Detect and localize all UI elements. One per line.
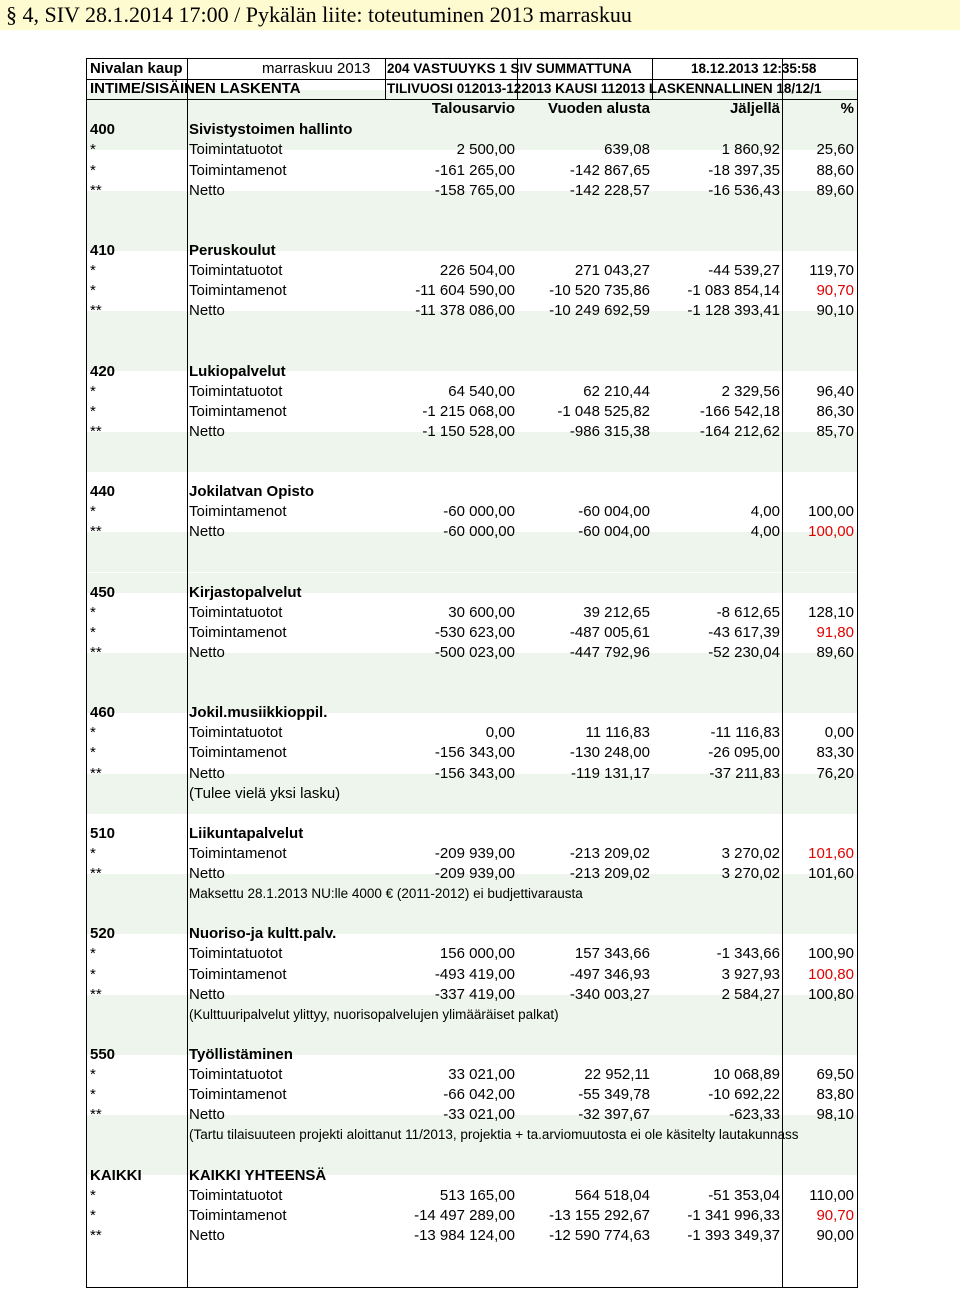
budget-value: 2 500,00 bbox=[456, 141, 515, 159]
percent-value: 88,60 bbox=[816, 161, 854, 179]
row-mark: * bbox=[90, 744, 96, 762]
row-label: Netto bbox=[189, 181, 225, 199]
ytd-value: -130 248,00 bbox=[569, 744, 650, 762]
header-unit: 204 VASTUUYKS 1 SIV SUMMATTUNA bbox=[387, 61, 632, 76]
section-code: 400 bbox=[90, 121, 116, 139]
section-note: (Kulttuuripalvelut ylittyy, nuorisopalvelujen ylimääräiset palkat) bbox=[189, 1006, 559, 1022]
percent-value: 89,60 bbox=[816, 643, 854, 661]
percent-value: 100,80 bbox=[808, 985, 854, 1003]
row-mark: ** bbox=[90, 1226, 102, 1244]
remaining-value: -10 692,22 bbox=[708, 1086, 780, 1104]
ytd-value: -497 346,93 bbox=[569, 965, 650, 983]
ytd-value: -447 792,96 bbox=[569, 643, 650, 661]
remaining-value: -16 536,43 bbox=[708, 181, 780, 199]
remaining-value: -166 542,18 bbox=[699, 402, 780, 420]
section-note: (Tulee vielä yksi lasku) bbox=[189, 784, 341, 802]
row-label: Toimintamenot bbox=[189, 965, 287, 983]
section-code: 420 bbox=[90, 362, 116, 380]
row-label: Netto bbox=[189, 643, 225, 661]
row-label: Toimintamenot bbox=[189, 1206, 287, 1224]
budget-value: -156 343,00 bbox=[434, 744, 515, 762]
row-mark: * bbox=[90, 945, 96, 963]
remaining-value: 4,00 bbox=[750, 503, 780, 521]
row-mark: * bbox=[90, 382, 96, 400]
section-name: Työllistäminen bbox=[189, 1045, 293, 1063]
remaining-value: 2 584,27 bbox=[721, 985, 780, 1003]
page-title: § 4, SIV 28.1.2014 17:00 / Pykälän liite: toteutuminen 2013 marraskuu bbox=[6, 2, 632, 27]
section-name: Jokil.musiikkioppil. bbox=[189, 704, 328, 722]
percent-value: 90,70 bbox=[816, 1206, 854, 1224]
ytd-value: -55 349,78 bbox=[578, 1086, 650, 1104]
section-note: (Tartu tilaisuuteen projekti aloittanut 11/2013, projektia + ta.arviomuutosta ei ole käsitelty lautakunnass bbox=[189, 1127, 799, 1143]
row-mark: * bbox=[90, 844, 96, 862]
column-divider bbox=[187, 59, 188, 1287]
budget-value: -156 343,00 bbox=[434, 764, 515, 782]
section-code: 520 bbox=[90, 925, 116, 943]
remaining-value: 1 860,92 bbox=[721, 141, 780, 159]
row-label: Toimintamenot bbox=[189, 623, 287, 641]
section-code: 450 bbox=[90, 583, 116, 601]
budget-value: -14 497 289,00 bbox=[414, 1206, 515, 1224]
percent-value: 76,20 bbox=[816, 764, 854, 782]
row-mark: * bbox=[90, 1066, 96, 1083]
ytd-value: -10 520 735,86 bbox=[549, 282, 650, 300]
row-mark: * bbox=[90, 965, 96, 983]
budget-value: -530 623,00 bbox=[434, 623, 515, 641]
row-shade bbox=[87, 552, 857, 572]
row-label: Toimintatuotot bbox=[189, 945, 283, 963]
row-label: Netto bbox=[189, 764, 225, 782]
row-label: Netto bbox=[189, 1226, 225, 1244]
budget-value: -11 604 590,00 bbox=[415, 282, 515, 300]
section-code: 550 bbox=[90, 1045, 116, 1063]
row-label: Netto bbox=[189, 302, 225, 320]
ytd-value: -142 228,57 bbox=[569, 181, 650, 199]
row-shade bbox=[87, 452, 857, 472]
percent-value: 96,40 bbox=[816, 382, 854, 400]
ytd-value: -487 005,61 bbox=[569, 623, 650, 641]
budget-value: 0,00 bbox=[485, 724, 515, 742]
remaining-value: -37 211,83 bbox=[709, 764, 780, 782]
column-header: Vuoden alusta bbox=[548, 100, 650, 117]
header-fiscal: TILIVUOSI 012013-122013 KAUSI 112013 LASKENNALLINEN 18/12/1 bbox=[387, 81, 822, 96]
row-label: Toimintamenot bbox=[189, 402, 287, 420]
header-system: INTIME/SISÄINEN LASKENTA bbox=[90, 80, 301, 97]
remaining-value: -1 393 349,37 bbox=[687, 1226, 780, 1244]
budget-value: -500 023,00 bbox=[434, 643, 515, 661]
budget-value: 226 504,00 bbox=[439, 262, 515, 279]
percent-value: 83,80 bbox=[816, 1086, 854, 1104]
row-mark: ** bbox=[90, 643, 102, 661]
ytd-value: 11 116,83 bbox=[585, 724, 650, 742]
row-label: Toimintamenot bbox=[189, 503, 287, 521]
ytd-value: -1 048 525,82 bbox=[557, 402, 650, 420]
row-label: Toimintamenot bbox=[189, 282, 287, 300]
ytd-value: -213 209,02 bbox=[569, 865, 650, 882]
budget-value: -1 215 068,00 bbox=[422, 402, 515, 420]
budget-value: -13 984 124,00 bbox=[414, 1226, 515, 1244]
section-code: 460 bbox=[90, 704, 116, 722]
section-code: 440 bbox=[90, 483, 116, 501]
ytd-value: -119 131,17 bbox=[571, 764, 650, 782]
percent-value: 98,10 bbox=[816, 1106, 854, 1124]
row-shade bbox=[87, 673, 857, 693]
budget-value: -1 150 528,00 bbox=[422, 422, 515, 440]
budget-value: -66 042,00 bbox=[443, 1086, 515, 1104]
row-shade bbox=[87, 331, 857, 351]
ytd-value: -60 004,00 bbox=[578, 523, 650, 541]
budget-value: -11 378 086,00 bbox=[415, 302, 515, 320]
row-label: Netto bbox=[189, 985, 225, 1003]
percent-value: 0,00 bbox=[824, 724, 854, 742]
row-mark: * bbox=[90, 623, 96, 641]
ytd-value: 39 212,65 bbox=[583, 603, 650, 621]
ytd-value: -142 867,65 bbox=[569, 161, 650, 179]
row-label: Toimintatuotot bbox=[189, 262, 283, 279]
row-mark: ** bbox=[90, 181, 102, 199]
budget-value: 156 000,00 bbox=[439, 945, 515, 963]
remaining-value: 4,00 bbox=[750, 523, 780, 541]
row-label: Toimintatuotot bbox=[189, 724, 283, 742]
row-label: Toimintamenot bbox=[189, 161, 287, 179]
row-mark: ** bbox=[90, 523, 102, 541]
percent-value: 25,60 bbox=[816, 141, 854, 159]
row-shade bbox=[87, 211, 857, 231]
remaining-value: -18 397,35 bbox=[708, 161, 780, 179]
budget-value: -493 419,00 bbox=[434, 965, 515, 983]
percent-value: 86,30 bbox=[816, 402, 854, 420]
section-name: Peruskoulut bbox=[189, 241, 276, 259]
row-label: Netto bbox=[189, 422, 225, 440]
section-code: 510 bbox=[90, 824, 116, 842]
row-mark: * bbox=[90, 603, 96, 621]
page-title-bar bbox=[0, 0, 960, 30]
percent-value: 101,60 bbox=[808, 865, 854, 882]
percent-value: 100,80 bbox=[808, 965, 854, 983]
remaining-value: -51 353,04 bbox=[708, 1186, 780, 1204]
remaining-value: -44 539,27 bbox=[708, 262, 780, 279]
ytd-value: -60 004,00 bbox=[578, 503, 650, 521]
ytd-value: -13 155 292,67 bbox=[549, 1206, 650, 1224]
column-header: Jäljellä bbox=[729, 100, 780, 117]
row-mark: * bbox=[90, 724, 96, 742]
section-name: Nuoriso-ja kultt.palv. bbox=[189, 925, 337, 943]
ytd-value: 157 343,66 bbox=[574, 945, 650, 963]
percent-value: 91,80 bbox=[816, 623, 854, 641]
remaining-value: 2 329,56 bbox=[721, 382, 780, 400]
budget-value: -158 765,00 bbox=[434, 181, 515, 199]
row-label: Toimintatuotot bbox=[189, 603, 283, 621]
row-label: Netto bbox=[189, 865, 225, 882]
percent-value: 100,00 bbox=[808, 523, 854, 541]
row-mark: * bbox=[90, 1186, 96, 1204]
remaining-value: 3 270,02 bbox=[721, 844, 780, 862]
row-mark: * bbox=[90, 161, 96, 179]
ytd-value: -10 249 692,59 bbox=[549, 302, 650, 320]
budget-value: -337 419,00 bbox=[434, 985, 515, 1003]
section-name: Sivistystoimen hallinto bbox=[189, 121, 353, 139]
remaining-value: -1 341 996,33 bbox=[687, 1206, 780, 1224]
remaining-value: -164 212,62 bbox=[699, 422, 780, 440]
ytd-value: -986 315,38 bbox=[569, 422, 650, 440]
row-label: Toimintatuotot bbox=[189, 1186, 283, 1204]
header-timestamp: 18.12.2013 12:35:58 bbox=[691, 61, 817, 76]
column-header: Talousarvio bbox=[431, 100, 515, 117]
budget-value: 64 540,00 bbox=[448, 382, 515, 400]
budget-value: -209 939,00 bbox=[434, 865, 515, 882]
remaining-value: -52 230,04 bbox=[708, 643, 780, 661]
ytd-value: 22 952,11 bbox=[584, 1066, 650, 1083]
remaining-value: -43 617,39 bbox=[708, 623, 780, 641]
budget-value: -60 000,00 bbox=[443, 503, 515, 521]
row-label: Toimintamenot bbox=[189, 1086, 287, 1104]
percent-value: 128,10 bbox=[808, 603, 854, 621]
row-mark: * bbox=[90, 1086, 96, 1104]
section-code: KAIKKI bbox=[90, 1166, 142, 1184]
row-mark: ** bbox=[90, 865, 102, 882]
section-note: Maksettu 28.1.2013 NU:lle 4000 € (2011-2012) ei budjettivarausta bbox=[189, 886, 583, 902]
budget-value: -161 265,00 bbox=[434, 161, 515, 179]
section-name: Jokilatvan Opisto bbox=[189, 483, 315, 501]
budget-value: 513 165,00 bbox=[439, 1186, 515, 1204]
section-name: Liikuntapalvelut bbox=[189, 824, 304, 842]
percent-value: 90,10 bbox=[816, 302, 854, 320]
section-code: 410 bbox=[90, 241, 116, 259]
remaining-value: -1 128 393,41 bbox=[687, 302, 780, 320]
row-label: Netto bbox=[189, 523, 225, 541]
row-mark: * bbox=[90, 262, 96, 279]
row-label: Toimintatuotot bbox=[189, 141, 283, 159]
budget-value: 33 021,00 bbox=[448, 1066, 515, 1083]
row-label: Toimintamenot bbox=[189, 844, 287, 862]
percent-value: 100,00 bbox=[808, 503, 854, 521]
percent-value: 100,90 bbox=[808, 945, 854, 963]
percent-value: 69,50 bbox=[816, 1066, 854, 1083]
budget-value: -60 000,00 bbox=[443, 523, 515, 541]
budget-report-table bbox=[86, 58, 858, 1288]
remaining-value: 3 927,93 bbox=[721, 965, 780, 983]
remaining-value: -26 095,00 bbox=[708, 744, 780, 762]
remaining-value: -1 083 854,14 bbox=[687, 282, 780, 300]
remaining-value: 3 270,02 bbox=[721, 865, 780, 882]
remaining-value: -623,33 bbox=[729, 1106, 780, 1124]
section-name: Lukiopalvelut bbox=[189, 362, 286, 380]
percent-value: 90,70 bbox=[816, 282, 854, 300]
row-label: Toimintatuotot bbox=[189, 382, 283, 400]
header-period: marraskuu 2013 bbox=[262, 60, 371, 77]
percent-value: 83,30 bbox=[816, 744, 854, 762]
remaining-value: -11 116,83 bbox=[710, 724, 780, 742]
header-org: Nivalan kaup bbox=[90, 60, 183, 77]
percent-value: 85,70 bbox=[816, 422, 854, 440]
percent-value: 119,70 bbox=[809, 262, 854, 279]
ytd-value: 271 043,27 bbox=[574, 262, 650, 279]
ytd-value: 62 210,44 bbox=[583, 382, 650, 400]
ytd-value: -213 209,02 bbox=[569, 844, 650, 862]
row-mark: * bbox=[90, 402, 96, 420]
row-mark: ** bbox=[90, 302, 102, 320]
row-mark: * bbox=[90, 141, 96, 159]
row-label: Toimintamenot bbox=[189, 744, 287, 762]
budget-value: -209 939,00 bbox=[434, 844, 515, 862]
ytd-value: -12 590 774,63 bbox=[549, 1226, 650, 1244]
ytd-value: 564 518,04 bbox=[574, 1186, 650, 1204]
section-name: KAIKKI YHTEENSÄ bbox=[189, 1166, 327, 1184]
row-mark: ** bbox=[90, 764, 102, 782]
remaining-value: 10 068,89 bbox=[713, 1066, 780, 1083]
row-mark: * bbox=[90, 282, 96, 300]
percent-value: 89,60 bbox=[816, 181, 854, 199]
row-mark: * bbox=[90, 1206, 96, 1224]
ytd-value: -32 397,67 bbox=[578, 1106, 650, 1124]
budget-value: 30 600,00 bbox=[448, 603, 515, 621]
column-divider bbox=[782, 59, 783, 1287]
percent-value: 101,60 bbox=[808, 844, 854, 862]
section-name: Kirjastopalvelut bbox=[189, 583, 302, 601]
ytd-value: 639,08 bbox=[604, 141, 650, 159]
row-mark: ** bbox=[90, 985, 102, 1003]
percent-value: 110,00 bbox=[809, 1186, 854, 1204]
remaining-value: -8 612,65 bbox=[716, 603, 780, 621]
remaining-value: -1 343,66 bbox=[716, 945, 780, 963]
row-label: Toimintatuotot bbox=[189, 1066, 283, 1083]
row-label: Netto bbox=[189, 1106, 225, 1124]
row-mark: * bbox=[90, 503, 96, 521]
ytd-value: -340 003,27 bbox=[569, 985, 650, 1003]
row-mark: ** bbox=[90, 1106, 102, 1124]
row-mark: ** bbox=[90, 422, 102, 440]
percent-value: 90,00 bbox=[816, 1226, 854, 1244]
budget-value: -33 021,00 bbox=[443, 1106, 515, 1124]
column-header: % bbox=[840, 100, 854, 117]
